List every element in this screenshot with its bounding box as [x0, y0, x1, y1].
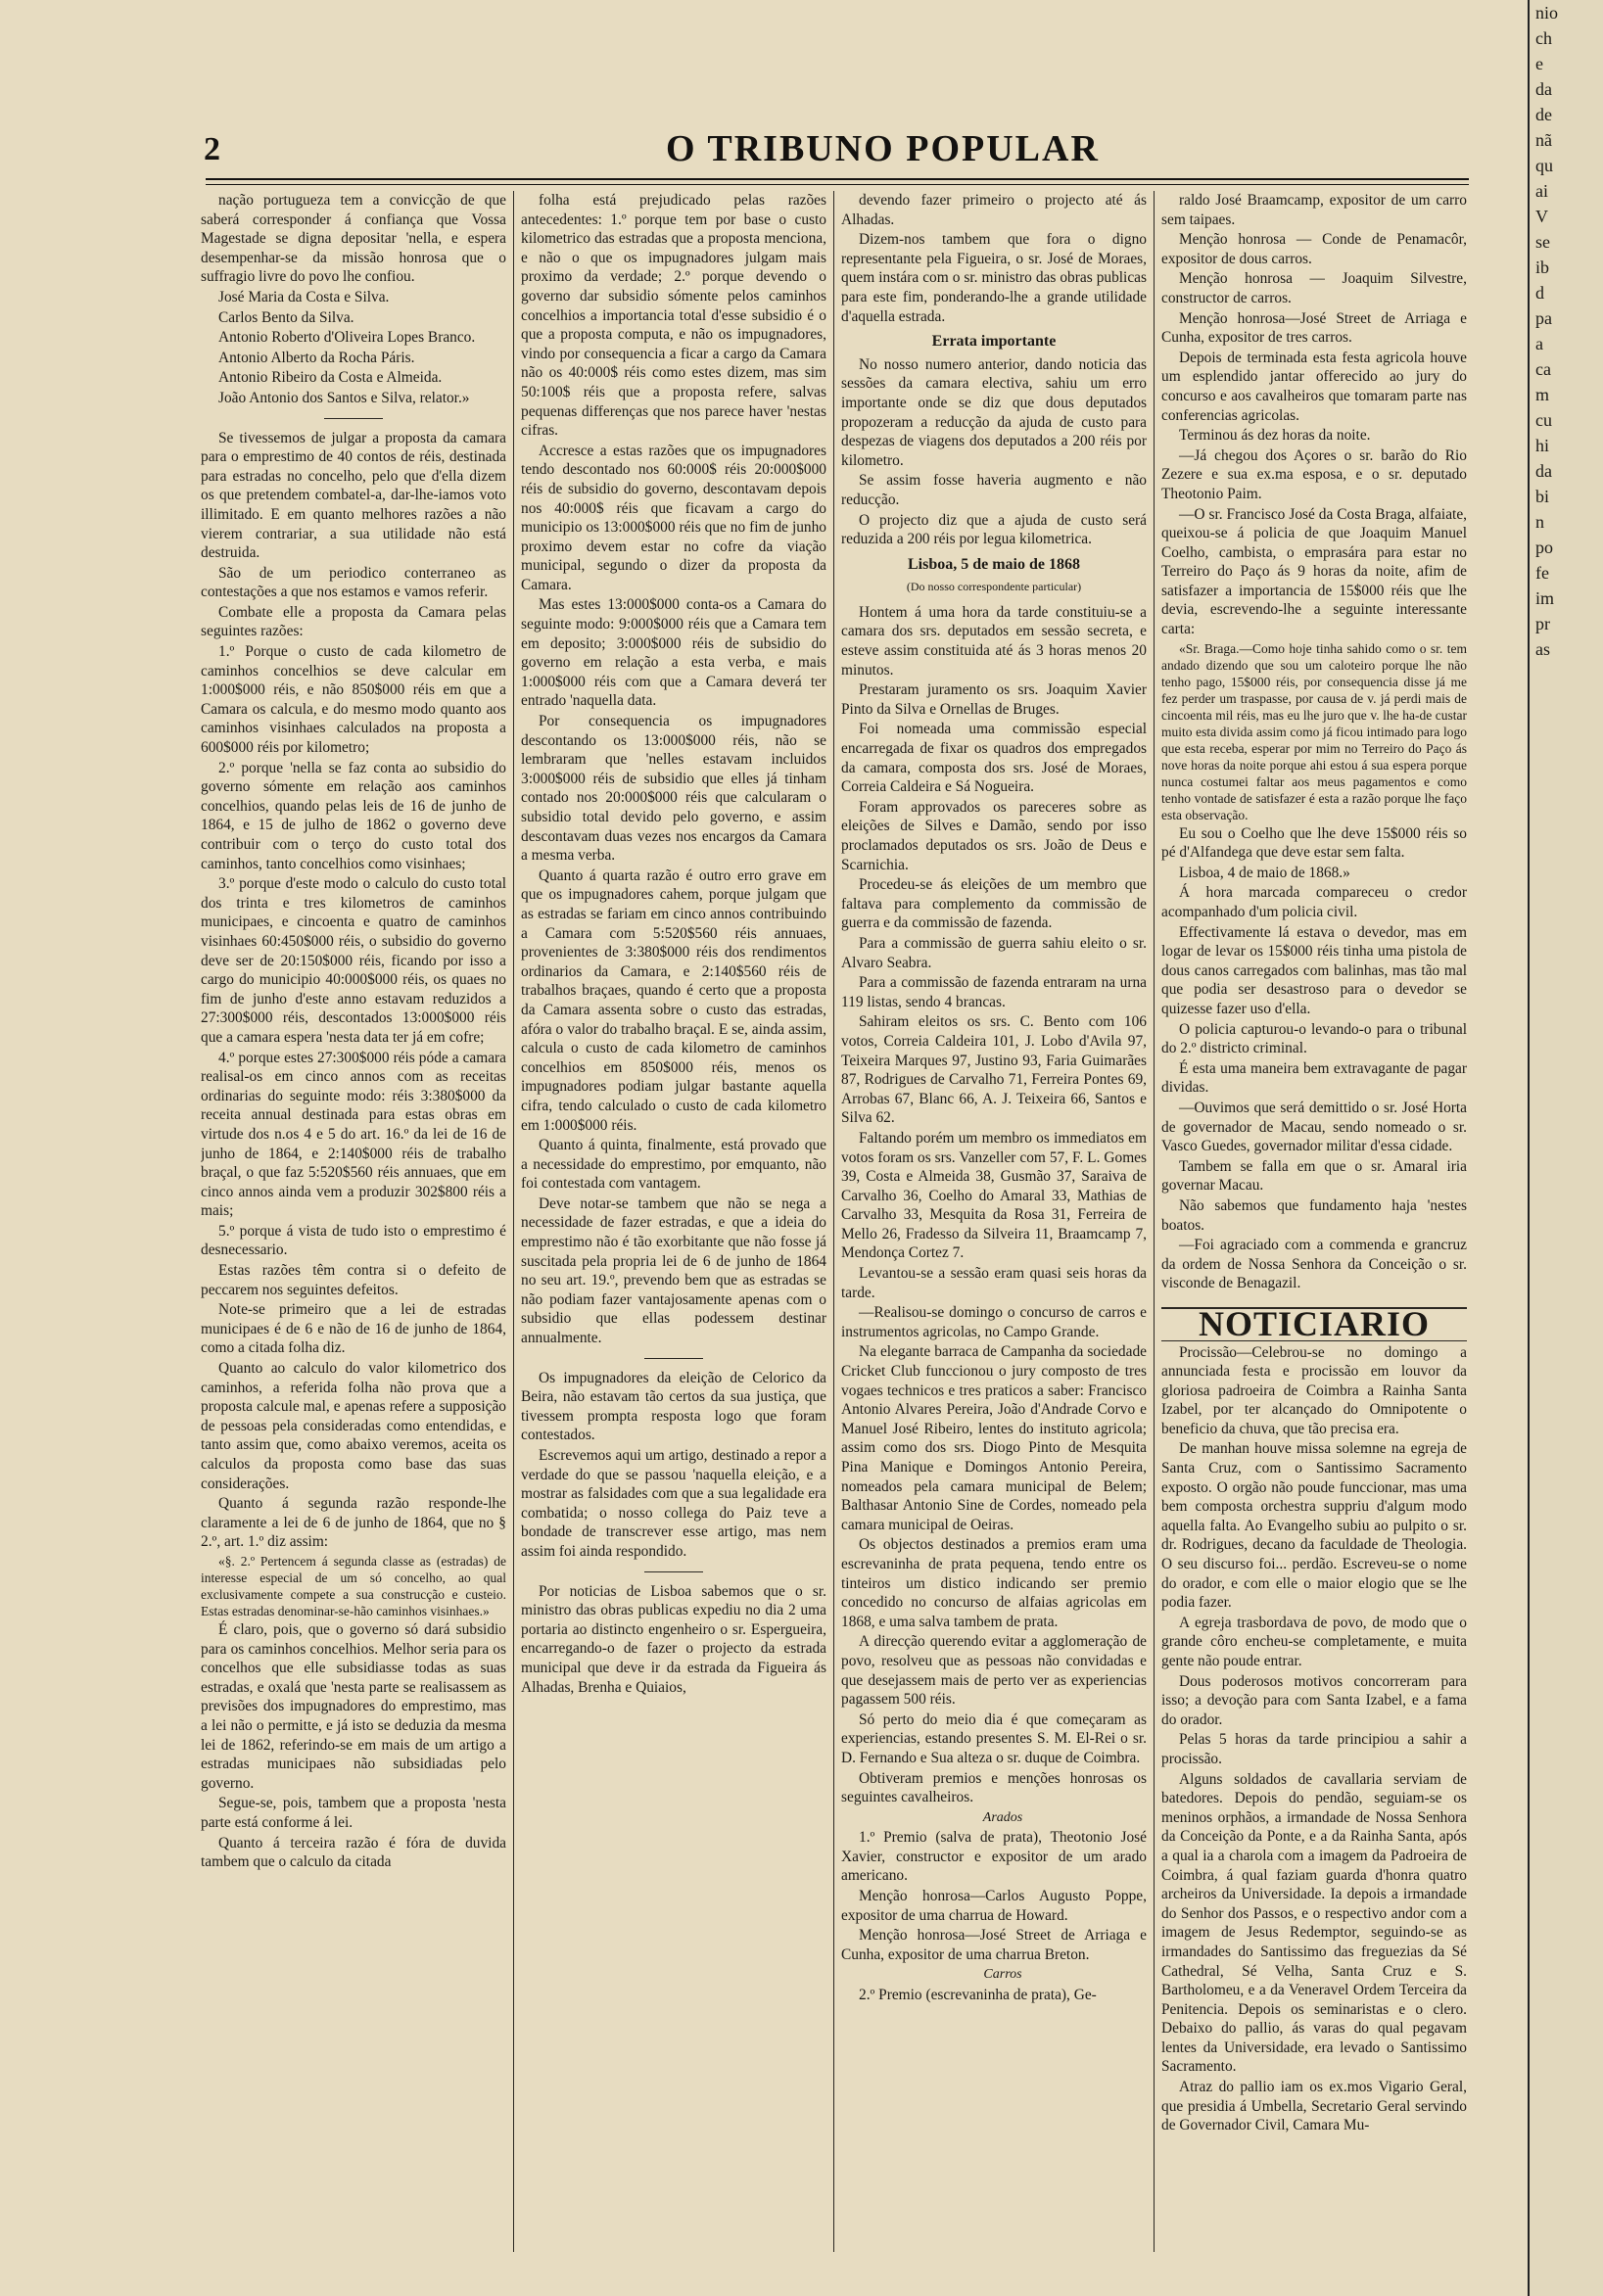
edge-text-fragment: ai [1535, 181, 1548, 201]
paragraph: Tambem se falla em que o sr. Amaral iria governar Macau. [1161, 1157, 1467, 1195]
paragraph: «§. 2.º Pertencem á segunda classe as (estradas) de interesse especial de um só concelho, ao qual exclusivamente compete a sua construcção e custeio. Estas estradas denominar-se-hão caminhos visinhaes.» [201, 1553, 506, 1618]
edge-text-fragment: ch [1535, 28, 1552, 48]
paragraph: João Antonio dos Santos e Silva, relator.» [218, 389, 470, 406]
paragraph: Antonio Roberto d'Oliveira Lopes Branco. [218, 329, 476, 347]
paragraph: No nosso numero anterior, dando noticia das sessões da camara electiva, sahiu um erro importante onde se diz que dous deputados propozeram a reducção da ajuda de custo para despezas de viagens dos deputados a 200 réis por kilometro. [841, 355, 1147, 469]
paragraph: Os impugnadores da eleição de Celorico da Beira, não estavam tão certos da sua justiça, que tivessem prompta resposta logo que foram contestados. [521, 1369, 826, 1444]
paragraph: São de um periodico conterraneo as contestações a que nos estamos e vamos referir. [201, 564, 506, 601]
edge-text-fragment: V [1535, 207, 1548, 226]
paragraph: Accresce a estas razões que os impugnadores tendo descontado nos 60:000$ réis 20:000$000 réis de subsidio do governo, descontavam depois nos 40:000$ réis que ficavam a cargo do municipio os 13:000$000 réis que no fim de junho proximo devem estar no cofre da viação municipal, segundo o dizer da proposta da Camara. [521, 442, 826, 593]
column-divider [513, 191, 514, 2252]
paragraph: Hontem á uma hora da tarde constituiu-se a camara dos srs. deputados em sessão secreta, e esteve assim constituida até ás 3 horas menos 20 minutos. [841, 603, 1147, 679]
paragraph: José Maria da Costa e Silva. [218, 288, 390, 305]
paragraph: Por noticias de Lisboa sabemos que o sr. ministro das obras publicas expediu no dia 2 uma portaria ao distincto engenheiro o sr. Espergueira, encarregando-o de fazer o projecto da estrada municipal que deve ir da estrada da Figueira ás Alhadas, Brenha e Quiaios, [521, 1582, 826, 1696]
category-label: Carros [983, 1967, 1022, 1983]
paragraph: O projecto diz que a ajuda de custo será reduzida a 200 réis por legua kilometrica. [841, 511, 1147, 548]
paragraph: devendo fazer primeiro o projecto até ás Alhadas. [841, 192, 1147, 228]
edge-text-fragment: hi [1535, 436, 1550, 455]
edge-text-fragment: bi [1535, 487, 1550, 506]
paragraph: Para a commissão de guerra sahiu eleito o sr. Alvaro Seabra. [841, 934, 1147, 971]
paragraph: Antonio Alberto da Rocha Páris. [218, 349, 415, 366]
paragraph: Quanto á quarta razão é outro erro grave em que os impugnadores cahem, porque julgam que as estradas se fariam em cinco annos contribuindo a Camara com 5:520$560 réis annuaes, provenientes de 3:380$000 réis dos rendimentos ordinarios da Camara, e 2:140$560 réis de trabalhos braçaes, quando é certo que a proposta da Camara assenta sobre o custo das estradas, afóra o valor do trabalho braçal. E se, ainda assim, calcula o custo de cada kilometro de caminhos concelhios em 850$000 réis, menos os impugnadores podiam julgar bastante aquella cifra, tendo calculado o custo de cada kilometro em 1:000$000 réis. [521, 867, 826, 1134]
paragraph: 1.º Premio (salva de prata), Theotonio José Xavier, constructor e expositor de um arado americano. [841, 1829, 1147, 1885]
paragraph: 5.º porque á vista de tudo isto o emprestimo é desnecessario. [201, 1222, 506, 1259]
edge-text-fragment: m [1535, 385, 1550, 404]
paragraph: É claro, pois, que o governo só dará subsidio para os caminhos concelhios. Melhor seria para os concelhos que elle subsidiasse todas as suas estradas, e oxalá que 'nesta parte se realisassem as previsões dos impugnadores do emprestimo, mas a lei não o permitte, e já isto se deduzia da mesma lei de 1862, referindo-se em mais de um artigo a estradas municipaes não subsidiadas pelo governo. [201, 1620, 506, 1792]
paragraph: Só perto do meio dia é que começaram as experiencias, estando presentes S. M. El-Rei o sr. D. Fernando e Sua alteza o sr. duque de Coimbra. [841, 1710, 1147, 1766]
article-separator [324, 418, 383, 419]
paragraph: Não sabemos que fundamento haja 'nestes boatos. [1161, 1196, 1467, 1234]
paragraph: Quanto á quinta, finalmente, está provado que a necessidade do emprestimo, por emquanto, não foi contestada com vantagem. [521, 1137, 826, 1193]
article-separator [644, 1358, 703, 1359]
paragraph: Lisboa, 4 de maio de 1868.» [1179, 864, 1350, 881]
edge-text-fragment: qu [1535, 156, 1553, 175]
newspaper-title: O TRIBUNO POPULAR [666, 128, 1100, 169]
edge-text-fragment: ca [1535, 359, 1551, 379]
paragraph: Pelas 5 horas da tarde principiou a sahir a procissão. [1161, 1731, 1467, 1767]
paragraph: Mas estes 13:000$000 conta-os a Camara do seguinte modo: 9:000$000 réis que a Camara tem em deposito; 3:000$000 réis de subsidio do governo em relação a esta verba, e mais 1:000$000 réis com que a Camara deverá ter entrado 'naquella data. [521, 596, 826, 710]
column-2 [521, 191, 826, 2252]
paragraph: raldo José Braamcamp, expositor de um carro sem taipaes. [1161, 192, 1467, 228]
paragraph: Terminou ás dez horas da noite. [1179, 427, 1371, 445]
edge-text-fragment: n [1535, 512, 1544, 532]
paragraph: Dous poderosos motivos concorreram para isso; a devoção para com Santa Izabel, e a fama do orador. [1161, 1672, 1467, 1728]
paragraph: folha está prejudicado pelas razões antecedentes: 1.º porque tem por base o custo kilometrico das estradas que a proposta menciona, e não o que os impugnadores julgam mais proximo da verdade; 2.º porque devendo o governo dar subsidio sómente pelos caminhos concelhios a importancia total d'esse subsidio é o que a proposta computa, e não os impugnadores, vindo por consequencia a ficar a cargo da Camara não os 40:000$ réis como estes dizem, mas sim 50:100$ réis que a proposta refere, salvas pequenas differenças que nos parece haver 'nestas cifras. [521, 192, 826, 440]
paragraph: Carlos Bento da Silva. [218, 308, 354, 326]
masthead-rule [206, 178, 1469, 185]
paragraph: Prestaram juramento os srs. Joaquim Xavier Pinto da Silva e Ornellas de Bruges. [841, 681, 1147, 718]
paragraph: Menção honrosa—José Street de Arriaga e Cunha, expositor de uma charrua Breton. [841, 1927, 1147, 1963]
paragraph: Á hora marcada compareceu o credor acompanhado d'um policia civil. [1161, 884, 1467, 921]
paragraph: 2.º Premio (escrevaninha de prata), Ge- [859, 1987, 1097, 2004]
column-1 [201, 191, 506, 2252]
edge-text-fragment: pa [1535, 308, 1552, 328]
adjacent-page-edge [1528, 0, 1603, 2296]
masthead [196, 127, 1469, 176]
edge-text-fragment: e [1535, 54, 1543, 73]
edge-text-fragment: da [1535, 461, 1552, 481]
paragraph: Antonio Ribeiro da Costa e Almeida. [218, 369, 443, 387]
paragraph: Por consequencia os impugnadores descontando os 13:000$000 réis, não se lembraram que 'nelles estavam incluidos 3:000$000 réis de subsidio que elles já tinham contado nos 20:000$000 réis que calcularam o subsidio total devido pelo governo, e assim descontavam duas vezes nos encargos da Camara a mesma verba. [521, 713, 826, 865]
edge-text-fragment: pr [1535, 614, 1550, 633]
paragraph: A egreja trasbordava de povo, de modo que o grande côro encheu-se completamente, e muita gente não poude entrar. [1161, 1614, 1467, 1669]
paragraph: O policia capturou-o levando-o para o tribunal do 2.º districto criminal. [1161, 1020, 1467, 1057]
paragraph: Se assim fosse haveria augmento e não reducção. [841, 472, 1147, 508]
paragraph: Estas razões têm contra si o defeito de peccarem nos seguintes defeitos. [201, 1262, 506, 1298]
column-3 [841, 191, 1147, 2252]
paragraph: Menção honrosa—José Street de Arriaga e Cunha, expositor de tres carros. [1161, 309, 1467, 347]
edge-text-fragment: im [1535, 588, 1555, 608]
paragraph: Na elegante barraca de Campanha da sociedade Cricket Club funccionou o jury composto de tres vogaes technicos e tres praticos a saber: Francisco Antonio Alvares Pereira, João d'Andrade Corvo e Manuel José Ribeiro, lentes do instituto agricola; assim como dos srs. Diogo Pinto de Mesquita Pina Manique e Domingos Antonio Pereira, nomeados pela camara municipal de Belem; Balthasar Antonio Sine de Cordes, nomeado pela camara municipal de Oeiras. [841, 1343, 1147, 1533]
edge-text-fragment: as [1535, 639, 1550, 659]
paragraph: Atraz do pallio iam os ex.mos Vigario Geral, que presidia á Umbella, Secretario Geral servindo de Governador Civil, Camara Mu- [1161, 2079, 1467, 2134]
column-divider [833, 191, 834, 2252]
paragraph: Os objectos destinados a premios eram uma escrevaninha de prata pequena, tendo entre os tinteiros um distico indicando ser premio concedido no concurso de alfaias agricolas em 1868, e uma salva tambem de prata. [841, 1536, 1147, 1630]
paragraph: Dizem-nos tambem que fora o digno representante pela Figueira, o sr. José de Moraes, quem instára com o sr. ministro das obras publicas para este fim, ponderando-lhe a grande utilidade d'aquella estrada. [841, 231, 1147, 325]
page-number: 2 [204, 131, 220, 167]
paragraph: Deve notar-se tambem que não se nega a necessidade de fazer estradas, e que a ideia do emprestimo não é tão exorbitante que não fosse já suscitada pela propria lei de 6 de junho de 1864 no seu art. 19.º, prevendo bem que as estradas se não podiam fazer vantajosamente apenas com o subsidio que ellas podessem destinar annualmente. [521, 1195, 826, 1347]
column-4 [1161, 191, 1467, 2252]
paragraph: Procedeu-se ás eleições de um membro que faltava para complemento da commissão de guerra e da commissão de fazenda. [841, 876, 1147, 932]
paragraph: nação portugueza tem a convicção de que saberá corresponder á confiança que Vossa Magestade se digna depositar 'nella, e espera desempenhar-se da missão honrosa que o suffragio livre do povo lhe confiou. [201, 192, 506, 286]
paragraph: Segue-se, pois, tambem que a proposta 'nesta parte está conforme á lei. [201, 1795, 506, 1831]
paragraph: Quanto á segunda razão responde-lhe claramente a lei de 6 de junho de 1864, que no § 2.º, art. 1.º diz assim: [201, 1495, 506, 1551]
edge-text-fragment: a [1535, 334, 1543, 353]
paragraph: Quanto ao calculo do valor kilometrico dos caminhos, a referida folha não prova que a proposta calcule mal, e apenas refere a supposição de pessoas pela consideradas como entendidas, e tanto assim que, como abaixo veremos, aceita os calculos da proposta como base das suas considerações. [201, 1360, 506, 1492]
section-heading-noticiario: NOTICIARIO [1161, 1307, 1467, 1341]
paragraph: 2.º porque 'nella se faz conta ao subsidio do governo sómente em relação aos caminhos concelhios, quando pelas leis de 16 de junho de 1864, e 15 de julho de 1862 o governo deve contribuir com o terço do custo total dos caminhos, tanto concelhios como visinhaes; [201, 759, 506, 872]
paragraph: Procissão—Celebrou-se no domingo a annunciada festa e procissão em louvor da gloriosa padroeira de Coimbra a Rainha Santa Izabel, por ter alcançado do Omnipotente o beneficio da chuva, que tão precisa era. [1161, 1343, 1467, 1437]
paragraph: Faltando porém um membro os immediatos em votos foram os srs. Vanzeller com 57, F. L. Gomes 39, Costa e Almeida 38, Gusmão 37, Saraiva de Carvalho 36, Coelho do Amaral 33, Mathias de Carvalho 33, Mesquita da Rosa 31, Ferreira de Mello 26, Fradesso da Silveira 11, Braamcamp 7, Mendonça Cortez 7. [841, 1129, 1147, 1262]
paragraph: —Foi agraciado com a commenda e grancruz da ordem de Nossa Senhora da Conceição o sr. visconde de Benagazil. [1161, 1237, 1467, 1292]
edge-text-fragment: d [1535, 283, 1544, 303]
edge-text-fragment: de [1535, 105, 1552, 124]
paragraph: É esta uma maneira bem extravagante de pagar dividas. [1161, 1059, 1467, 1097]
edge-text-fragment: nã [1535, 130, 1552, 150]
article-separator [644, 1571, 703, 1572]
category-label: Arados [982, 1809, 1023, 1825]
section-heading: Errata importante [931, 333, 1057, 351]
paragraph: Menção honrosa — Conde de Penamacôr, expositor de dous carros. [1161, 231, 1467, 267]
paragraph: Note-se primeiro que a lei de estradas municipaes é de 6 e não de 16 de junho de 1864, como a citada folha diz. [201, 1301, 506, 1357]
paragraph: Depois de terminada esta festa agricola houve um esplendido jantar offerecido ao jury do concurso e aos cavalheiros que tomaram parte nas conferencias agricolas. [1161, 349, 1467, 424]
paragraph: Menção honrosa—Carlos Augusto Poppe, expositor de uma charrua de Howard. [841, 1888, 1147, 1924]
paragraph: Quanto á terceira razão é fóra de duvida tambem que o calculo da citada [201, 1834, 506, 1871]
paragraph: Menção honrosa — Joaquim Silvestre, constructor de carros. [1161, 270, 1467, 306]
paragraph: 4.º porque estes 27:300$000 réis póde a camara realisal-os em cinco annos com as receitas ordinarias do seguinte modo: réis 3:380$000 da receita annual destinada para estas obras em virtude dos n.os 4 e 5 do art. 16.º da lei de 16 de junho de 1864, e 2:140$000 réis de trabalho braçal, o que faz 5:520$560 réis annuaes, que em cinco annos ainda vem a produzir 302$800 réis a mais; [201, 1049, 506, 1220]
paragraph: Para a commissão de fazenda entraram na urna 119 listas, sendo 4 brancas. [841, 974, 1147, 1010]
edge-text-fragment: nio [1535, 3, 1559, 23]
paragraph: Combate elle a proposta da Camara pelas seguintes razões: [201, 603, 506, 640]
paragraph: Eu sou o Coelho que lhe deve 15$000 réis so pé d'Alfandega que deve estar sem falta. [1161, 824, 1467, 862]
edge-text-fragment: po [1535, 538, 1553, 557]
paragraph: A direcção querendo evitar a agglomeração de povo, resolveu que as pessoas não convidadas e que desejassem mais de perto ver as experiencias pagassem 500 réis. [841, 1633, 1147, 1709]
paragraph: De manhan houve missa solemne na egreja de Santa Cruz, com o Santissimo Sacramento exposto. O orgão não poude funccionar, mas uma bem composta orchestra suppriu d'algum modo aquella falta. Ao Evangelho subiu ao pulpito o sr. dr. Rodrigues, decano da faculdade de Theologia. O seu discurso foi... perdão. Escreveu-se o nome do orador, e com elle o maior elogio que se lhe podia fazer. [1161, 1440, 1467, 1612]
paragraph: Se tivessemos de julgar a proposta da camara para o emprestimo de 40 contos de réis, destinada para estradas no concelho, pelo que d'ella dizem os que pretendem combatel-a, dar-lhe-iamos voto illimitado. E em quanto melhores razões a não vierem contrariar, a sua utilidade não está destruida. [201, 429, 506, 562]
edge-text-fragment: se [1535, 232, 1550, 252]
paragraph: —Já chegou dos Açores o sr. barão do Rio Zezere e sua ex.ma esposa, e o sr. deputado Theotonio Paim. [1161, 446, 1467, 502]
paragraph: 1.º Porque o custo de cada kilometro de caminhos concelhios se deve calcular em 1:000$000 réis, e não 850$000 réis em que a Camara os calcula, e do mesmo modo quanto aos caminhos visinhaes calculados na proposta a 600$000 réis por kilometro; [201, 643, 506, 757]
section-heading: Lisboa, 5 de maio de 1868 [907, 555, 1080, 573]
paragraph: «Sr. Braga.—Como hoje tinha sahido como o sr. tem andado dizendo que sou um caloteiro porque lhe não tenho pago, 15$000 réis, por consequencia disse já me fez perder um traspasse, por causa de v. já perdi mais de cincoenta mil réis, mas eu lhe juro que v. lhe ha-de custar muito esta divida assim como já ficou intimado para logo que esta receba, esperar por mim no Terreiro do Paço ás nove horas da noite porque ahi estou á sua espera porque nunca costumei faltar aos meus pagamentos e como tenho vontade de satisfazer é esta a razão porque lhe faço esta observação. [1161, 640, 1467, 822]
edge-text-fragment: cu [1535, 410, 1552, 430]
paragraph: Effectivamente lá estava o devedor, mas em logar de levar os 15$000 réis tinha uma pistola de dous canos carregados com balinhas, mas tão mal que podia ser desastroso para o devedor se quizesse fazer uso d'ella. [1161, 923, 1467, 1017]
paragraph: 3.º porque d'este modo o calculo do custo total dos trinta e tres kilometros de caminhos municipaes, e cincoenta e quatro de caminhos visinhaes 60:450$000 réis, o subsidio do governo deve ser de 20:150$000 réis, ficando por isso a cargo do municipio 40:000$000 réis, os quaes no fim de junho d'este anno estavam reduzidos a 27:300$000 réis, descontados 13:000$000 réis que a camara espera 'nesta data ter já em cofre; [201, 875, 506, 1046]
article-columns [201, 191, 1474, 2257]
column-divider [1154, 191, 1155, 2252]
paragraph: —Realisou-se domingo o concurso de carros e instrumentos agricolas, no Campo Grande. [841, 1304, 1147, 1340]
section-subheading: (Do nosso correspondente particular) [906, 580, 1082, 594]
paragraph: Foi nomeada uma commissão especial encarregada de fixar os quadros dos empregados da camara, composta dos srs. José de Moraes, Correia Caldeira e Sá Nogueira. [841, 721, 1147, 796]
edge-text-fragment: ib [1535, 258, 1550, 277]
edge-text-fragment: da [1535, 79, 1552, 99]
paragraph: Levantou-se a sessão eram quasi seis horas da tarde. [841, 1265, 1147, 1301]
paragraph: —O sr. Francisco José da Costa Braga, alfaiate, queixou-se á policia de que Joaquim Manuel Coelho, cambista, o emprasára para estar no Terreiro do Paço ás 9 horas da noite, afim de satisfazer a importancia de 15$000 réis que lhe devia, escrevendo-lhe a seguinte interessante carta: [1161, 505, 1467, 638]
paragraph: Alguns soldados de cavallaria serviam de batedores. Depois do pendão, seguiam-se os meninos orphãos, a irmandade de Nossa Senhora da Conceição da Ponte, e a da Rainha Santa, após a qual ia a charola com a imagem da Padroeira de Coimbra, á qual faziam guarda d'honra quatro archeiros da Universidade. Ia depois a irmandade do Senhor dos Passos, e o respectivo andor com a imagem de Jesus Redemptor, seguindo-se as irmandades do Santissimo das freguezias da Sé Cathedral, Sé Velha, Santa Cruz e S. Bartholomeu, e a da Veneravel Ordem Terceira da Penitencia. Depois os seminaristas e o clero. Debaixo do pallio, ás varas do qual pegavam lentes da Universidade, era levado o Santissimo Sacramento. [1161, 1770, 1467, 2076]
paragraph: Sahiram eleitos os srs. C. Bento com 106 votos, Correia Caldeira 101, J. Lobo d'Avila 97, Teixeira Marques 97, Justino 93, Faria Guimarães 87, Rodrigues de Carvalho 71, Ferreira Pontes 69, Arrobas 67, Blanc 66, A. J. Teixeira 66, Santos e Silva 62. [841, 1013, 1147, 1127]
paragraph: Foram approvados os pareceres sobre as eleições de Silves e Damão, sendo por isso proclamados deputados os srs. João de Deus e Scarnichia. [841, 798, 1147, 873]
paragraph: Obtiveram premios e menções honrosas os seguintes cavalheiros. [841, 1769, 1147, 1806]
paragraph: Escrevemos aqui um artigo, destinado a repor a verdade do que se passou 'naquella eleição, e a mostrar as falsidades com que a sua legalidade era combatida; o nosso collega do Paiz teve a bondade de transcrever esse artigo, mas nem assim foi ainda respondido. [521, 1447, 826, 1560]
edge-text-fragment: fe [1535, 563, 1549, 583]
paragraph: —Ouvimos que será demittido o sr. José Horta de governador de Macau, sendo nomeado o sr. Vasco Guedes, governador militar d'essa cidade. [1161, 1099, 1467, 1155]
